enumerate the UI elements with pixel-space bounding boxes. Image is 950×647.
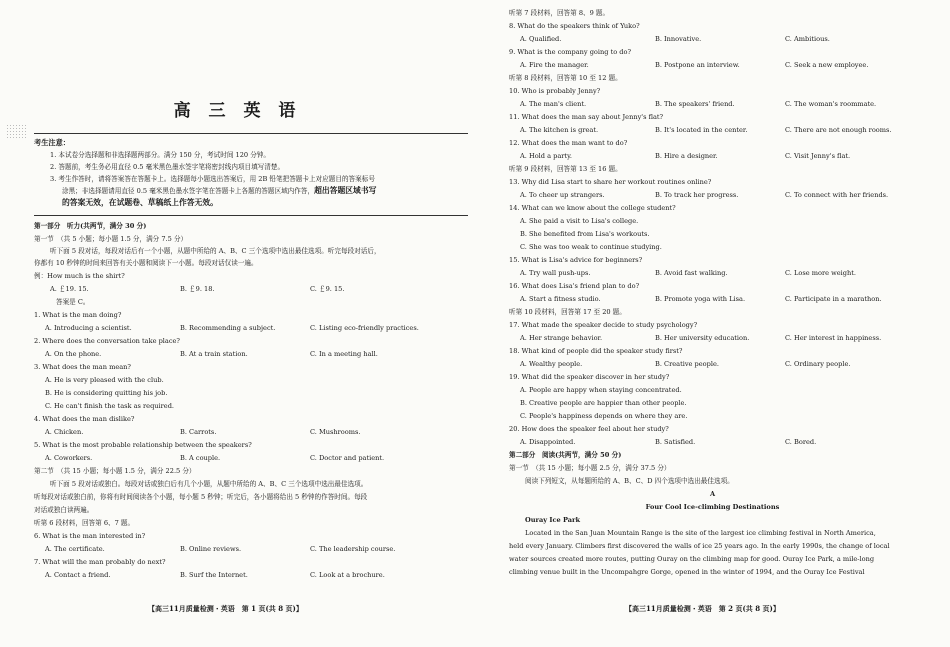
option-b: B. Her university education. xyxy=(655,334,750,342)
material-heading: 听第 8 段材料，回答第 10 至 12 题。 xyxy=(509,74,622,82)
option-b: B. ￡9. 18. xyxy=(180,285,215,293)
passage-title: Four Cool Ice-climbing Destinations xyxy=(645,503,780,511)
option-c: C. Look at a brochure. xyxy=(310,571,385,579)
option-b: B. The speakers' friend. xyxy=(655,100,735,108)
option-a: A. On the phone. xyxy=(45,350,102,358)
option-b: B. Recommending a subject. xyxy=(180,324,276,332)
instructions: 听下面 5 段对话或独白。每段对话或独白后有几个小题，从题中所给的 A、B、C 三个选项中选出最佳选项。 xyxy=(50,480,368,488)
option-a: A. ￡19. 15. xyxy=(50,285,89,293)
option-b: B. Creative people are happier than other people. xyxy=(520,399,687,407)
option-a: A. Chicken. xyxy=(45,428,84,436)
question: 19. What did the speaker discover in her study? xyxy=(509,373,670,381)
question: 14. What can we know about the college student? xyxy=(509,204,676,212)
material-heading: 听第 7 段材料，回答第 8、9 题。 xyxy=(509,9,610,17)
question: 17. What made the speaker decide to study psychology? xyxy=(509,321,698,329)
paragraph-line: held every January. Climbers first discovered the walls of ice 25 years ago. In the early 1990s, the change of local xyxy=(509,542,890,550)
option-a: A. Wealthy people. xyxy=(520,360,583,368)
notice-line: 的答案无效，在试题卷、草稿纸上作答无效。 xyxy=(62,198,218,207)
page-footer: 【高三11月质量检测・英语 第 2 页(共 8 页)】 xyxy=(625,604,780,613)
notice-line: 1. 本试卷分选择题和非选择题两部分。满分 150 分，考试时间 120 分钟。 xyxy=(50,151,270,159)
example-answer: 答案是 C。 xyxy=(56,298,90,306)
question: 3. What does the man mean? xyxy=(34,363,131,371)
question: 11. What does the man say about Jenny's flat? xyxy=(509,113,664,121)
option-a: A. The certificate. xyxy=(45,545,105,553)
instructions: 听下面 5 段对话，每段对话后有一个小题，从题中所给的 A、B、C 三个选项中选出最佳选项。听完每段对话后， xyxy=(50,247,381,255)
option-a: A. Introducing a scientist. xyxy=(45,324,132,332)
option-b: B. At a train station. xyxy=(180,350,248,358)
notice-line: 3. 考生作答时，请将答案答在答题卡上。选择题每小题选出答案后，用 2B 铅笔把答题卡上对应题目的答案标号 xyxy=(50,175,375,183)
option-c: C. Doctor and patient. xyxy=(310,454,385,462)
option-c: C. In a meeting hall. xyxy=(310,350,378,358)
option-c: C. People's happiness depends on where they are. xyxy=(520,412,688,420)
option-c: C. The leadership course. xyxy=(310,545,396,553)
question: 6. What is the man interested in? xyxy=(34,532,146,540)
question: 7. What will the man probably do next? xyxy=(34,558,166,566)
option-a: A. Coworkers. xyxy=(45,454,93,462)
option-b: B. Postpone an interview. xyxy=(655,61,740,69)
option-c: C. To connect with her friends. xyxy=(785,191,889,199)
option-c: C. Visit Jenny's flat. xyxy=(785,152,851,160)
option-c: C. Her interest in happiness. xyxy=(785,334,882,342)
notice-line: 2. 答题前，考生务必用直径 0.5 毫米黑色墨水签字笔将密封线内项目填写清楚。 xyxy=(50,163,285,171)
option-b: B. Innovative. xyxy=(655,35,702,43)
question: 12. What does the man want to do? xyxy=(509,139,628,147)
part1-heading: 第一部分 听力(共两节，满分 30 分) xyxy=(34,222,147,230)
option-c: C. Listing eco-friendly practices. xyxy=(310,324,419,332)
question: 5. What is the most probable relationship between the speakers? xyxy=(34,441,252,449)
option-c: C. Ordinary people. xyxy=(785,360,851,368)
option-b: B. Surf the Internet. xyxy=(180,571,248,579)
option-b: B. She benefited from Lisa's workouts. xyxy=(520,230,650,238)
exam-title: 高 三 英 语 xyxy=(173,101,302,121)
section-heading: 第二节 （共 15 小题；每小题 1.5 分，满分 22.5 分） xyxy=(34,467,196,475)
paragraph-line: water sources created more routes, putting Ouray on the climbing map for good. Ouray Ice Park, a mile-long xyxy=(509,555,875,563)
option-a: A. He is very pleased with the club. xyxy=(45,376,164,384)
option-a: A. Start a fitness studio. xyxy=(520,295,601,303)
scan-speckle xyxy=(6,124,28,138)
instructions: 你都有 10 秒钟的时间来回答有关小题和阅读下一小题。每段对话仅读一遍。 xyxy=(34,259,258,267)
option-c: C. Lose more weight. xyxy=(785,269,856,277)
option-a: A. Her strange behavior. xyxy=(520,334,603,342)
page-footer: 【高三11月质量检测・英语 第 1 页(共 8 页)】 xyxy=(148,604,303,613)
notice-text: 涂黑；非选择题请用直径 0.5 毫米黑色墨水签字笔在答题卡上各题的答题区域内作答， xyxy=(62,187,315,195)
notice-emphasis: 超出答题区域书写 xyxy=(314,186,377,195)
option-a: A. The man's client. xyxy=(520,100,587,108)
question: 13. Why did Lisa start to share her workout routines online? xyxy=(509,178,712,186)
option-b: B. Avoid fast walking. xyxy=(655,269,728,277)
question: 9. What is the company going to do? xyxy=(509,48,632,56)
example-question: 例：How much is the shirt? xyxy=(34,272,125,280)
material-heading: 听第 10 段材料，回答第 17 至 20 题。 xyxy=(509,308,626,316)
notice-divider xyxy=(34,215,468,216)
subheading: Ouray Ice Park xyxy=(525,516,581,524)
option-b: B. A couple. xyxy=(180,454,221,462)
option-b: B. Hire a designer. xyxy=(655,152,718,160)
option-a: A. She paid a visit to Lisa's college. xyxy=(520,217,639,225)
option-c: C. Participate in a marathon. xyxy=(785,295,882,303)
question: 16. What does Lisa's friend plan to do? xyxy=(509,282,640,290)
option-b: B. Online reviews. xyxy=(180,545,242,553)
question: 15. What is Lisa's advice for beginners? xyxy=(509,256,643,264)
paragraph-line: climbing venue built in the Uncompahgre Gorge, opened in the winter of 1994, and the Ouray Ice Festival xyxy=(509,568,865,576)
option-c: C. She was too weak to continue studying. xyxy=(520,243,662,251)
material-heading: 听第 6 段材料，回答第 6、7 题。 xyxy=(34,519,135,527)
option-c: C. ￡9. 15. xyxy=(310,285,345,293)
option-c: C. Seek a new employee. xyxy=(785,61,869,69)
question: 18. What kind of people did the speaker study first? xyxy=(509,347,683,355)
option-b: B. It's located in the center. xyxy=(655,126,748,134)
notice-title: 考生注意： xyxy=(34,138,70,147)
option-c: C. He can't finish the task as required. xyxy=(45,402,175,410)
instructions: 阅读下列短文，从每题所给的 A、B、C、D 四个选项中选出最佳选项。 xyxy=(525,477,734,485)
instructions: 对话或独白读两遍。 xyxy=(34,506,94,514)
option-a: A. Contact a friend. xyxy=(45,571,111,579)
instructions: 听每段对话或独白前，你将有时间阅读各个小题，每小题 5 秒钟；听完后，各小题将给出 5 秒钟的作答时间。每段 xyxy=(34,493,368,501)
question: 10. Who is probably Jenny? xyxy=(509,87,601,95)
option-a: A. The kitchen is great. xyxy=(520,126,599,134)
question: 8. What do the speakers think of Yuko? xyxy=(509,22,640,30)
question: 4. What does the man dislike? xyxy=(34,415,135,423)
notice-line xyxy=(62,187,376,195)
option-a: A. To cheer up strangers. xyxy=(520,191,605,199)
option-a: A. Qualified. xyxy=(520,35,562,43)
passage-letter: A xyxy=(709,490,716,498)
section-heading: 第一节 （共 15 小题；每小题 2.5 分，满分 37.5 分） xyxy=(509,464,671,472)
option-b: B. Satisfied. xyxy=(655,438,696,446)
section-heading: 第一节 （共 5 小题；每小题 1.5 分，满分 7.5 分） xyxy=(34,235,188,243)
question: 1. What is the man doing? xyxy=(34,311,122,319)
paragraph-line: Located in the San Juan Mountain Range is the site of the largest ice climbing festival in North America, xyxy=(525,529,876,537)
part2-heading: 第二部分 阅读(共两节，满分 50 分) xyxy=(509,451,622,459)
option-c: C. Bored. xyxy=(785,438,817,446)
question: 2. Where does the conversation take place? xyxy=(34,337,180,345)
option-b: B. Promote yoga with Lisa. xyxy=(655,295,746,303)
option-a: A. Try wall push-ups. xyxy=(520,269,591,277)
option-a: A. Disappointed. xyxy=(520,438,576,446)
option-c: C. The woman's roommate. xyxy=(785,100,877,108)
option-b: B. To track her progress. xyxy=(655,191,739,199)
option-a: A. Hold a party. xyxy=(520,152,573,160)
option-b: B. Creative people. xyxy=(655,360,719,368)
option-b: B. He is considering quitting his job. xyxy=(45,389,168,397)
option-a: A. Fire the manager. xyxy=(520,61,589,69)
material-heading: 听第 9 段材料，回答第 13 至 16 题。 xyxy=(509,165,622,173)
question: 20. How does the speaker feel about her study? xyxy=(509,425,669,433)
option-a: A. People are happy when staying concentrated. xyxy=(520,386,682,394)
title-divider xyxy=(34,133,468,134)
option-c: C. There are not enough rooms. xyxy=(785,126,892,134)
option-c: C. Ambitious. xyxy=(785,35,830,43)
option-b: B. Carrots. xyxy=(180,428,217,436)
option-c: C. Mushrooms. xyxy=(310,428,361,436)
